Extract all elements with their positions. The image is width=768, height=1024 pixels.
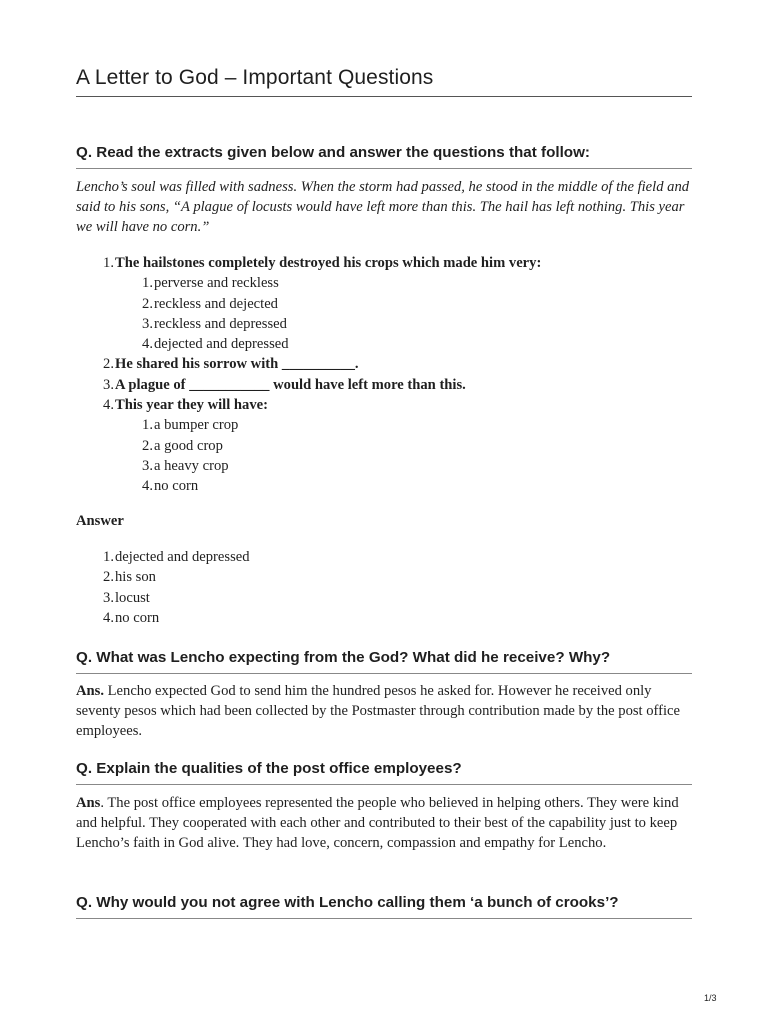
question-heading-2: Q. What was Lencho expecting from the God? What did he receive? Why?	[76, 647, 692, 674]
answer-list	[76, 547, 692, 628]
option-item	[76, 456, 692, 476]
answer-text: Lencho expected God to send him the hundred pesos he asked for. However he received only seventy pesos which had been collected by the Postmaster through contribution made by the post office employees.	[76, 683, 681, 740]
extract-paragraph: Lencho’s soul was filled with sadness. When the storm had passed, he stood in the middle of the field and said to his sons, “A plague of locusts would have left more than this. The hail has left nothing. This year we will have no corn.”	[76, 179, 690, 236]
list-item	[76, 375, 692, 395]
page-title: A Letter to God – Important Questions	[76, 66, 692, 97]
option-item	[76, 314, 692, 334]
option-list	[76, 415, 692, 496]
option-number: 2.	[142, 437, 153, 454]
answer-text: . The post office employees represented the people who believed in helping others. They were kind and helpful. They cooperated with each other and contributed to their best of the capability just to keep Lencho’s faith in God alive. They had love, concern, compassion and empathy for Lencho.	[76, 795, 679, 852]
page-number: 1/3	[704, 993, 717, 1003]
answer-text: his son	[115, 569, 156, 586]
list-number: 2.	[103, 356, 114, 373]
answer-item	[76, 588, 692, 608]
answer-label: Answer	[76, 513, 124, 529]
ans-label: Ans.	[76, 683, 104, 699]
option-text: perverse and reckless	[154, 275, 279, 292]
list-number: 4.	[103, 609, 114, 626]
list-number: 1.	[103, 549, 114, 565]
list-number: 2.	[103, 569, 114, 586]
sub-question-text: A plague of ___________ would have left more than this.	[115, 376, 466, 393]
list-item	[76, 253, 692, 354]
answer-text: locust	[115, 589, 150, 606]
option-text: reckless and dejected	[154, 295, 278, 312]
option-item	[76, 415, 692, 435]
option-text: a good crop	[154, 437, 223, 454]
option-text: reckless and depressed	[154, 315, 287, 332]
option-item	[76, 334, 692, 354]
option-list	[76, 273, 692, 354]
option-item	[76, 273, 692, 293]
question-heading-3: Q. Explain the qualities of the post office employees?	[76, 758, 692, 785]
question-heading-4: Q. Why would you not agree with Lencho calling them ‘a bunch of crooks’?	[76, 892, 692, 919]
question-list	[76, 253, 692, 497]
option-number: 1.	[142, 417, 153, 434]
question-heading-1: Q. Read the extracts given below and answer the questions that follow:	[76, 142, 692, 169]
option-number: 1.	[142, 275, 153, 292]
option-item	[76, 294, 692, 314]
answer-paragraph-2	[76, 681, 692, 742]
list-item	[76, 395, 692, 496]
option-text: a heavy crop	[154, 457, 229, 474]
answer-text: dejected and depressed	[115, 549, 250, 565]
answer-item	[76, 567, 692, 587]
option-number: 3.	[142, 457, 153, 474]
list-number: 3.	[103, 376, 114, 393]
list-number: 4.	[103, 397, 114, 414]
list-item	[76, 354, 692, 374]
list-number: 3.	[103, 589, 114, 606]
sub-question-text: This year they will have:	[115, 397, 268, 414]
option-text: dejected and depressed	[154, 336, 289, 353]
answer-paragraph-3	[76, 793, 692, 854]
sub-question-text: He shared his sorrow with __________.	[115, 356, 359, 373]
option-number: 4.	[142, 478, 153, 495]
option-number: 4.	[142, 336, 153, 353]
option-item	[76, 476, 692, 496]
ans-label: Ans	[76, 795, 101, 811]
answer-item	[76, 547, 692, 567]
option-item	[76, 436, 692, 456]
option-text: a bumper crop	[154, 417, 239, 434]
list-number: 1.	[103, 255, 114, 271]
answer-item	[76, 608, 692, 628]
sub-question-text: The hailstones completely destroyed his crops which made him very:	[115, 255, 542, 271]
option-number: 2.	[142, 295, 153, 312]
option-number: 3.	[142, 315, 153, 332]
option-text: no corn	[154, 478, 199, 495]
answer-text: no corn	[115, 609, 160, 626]
